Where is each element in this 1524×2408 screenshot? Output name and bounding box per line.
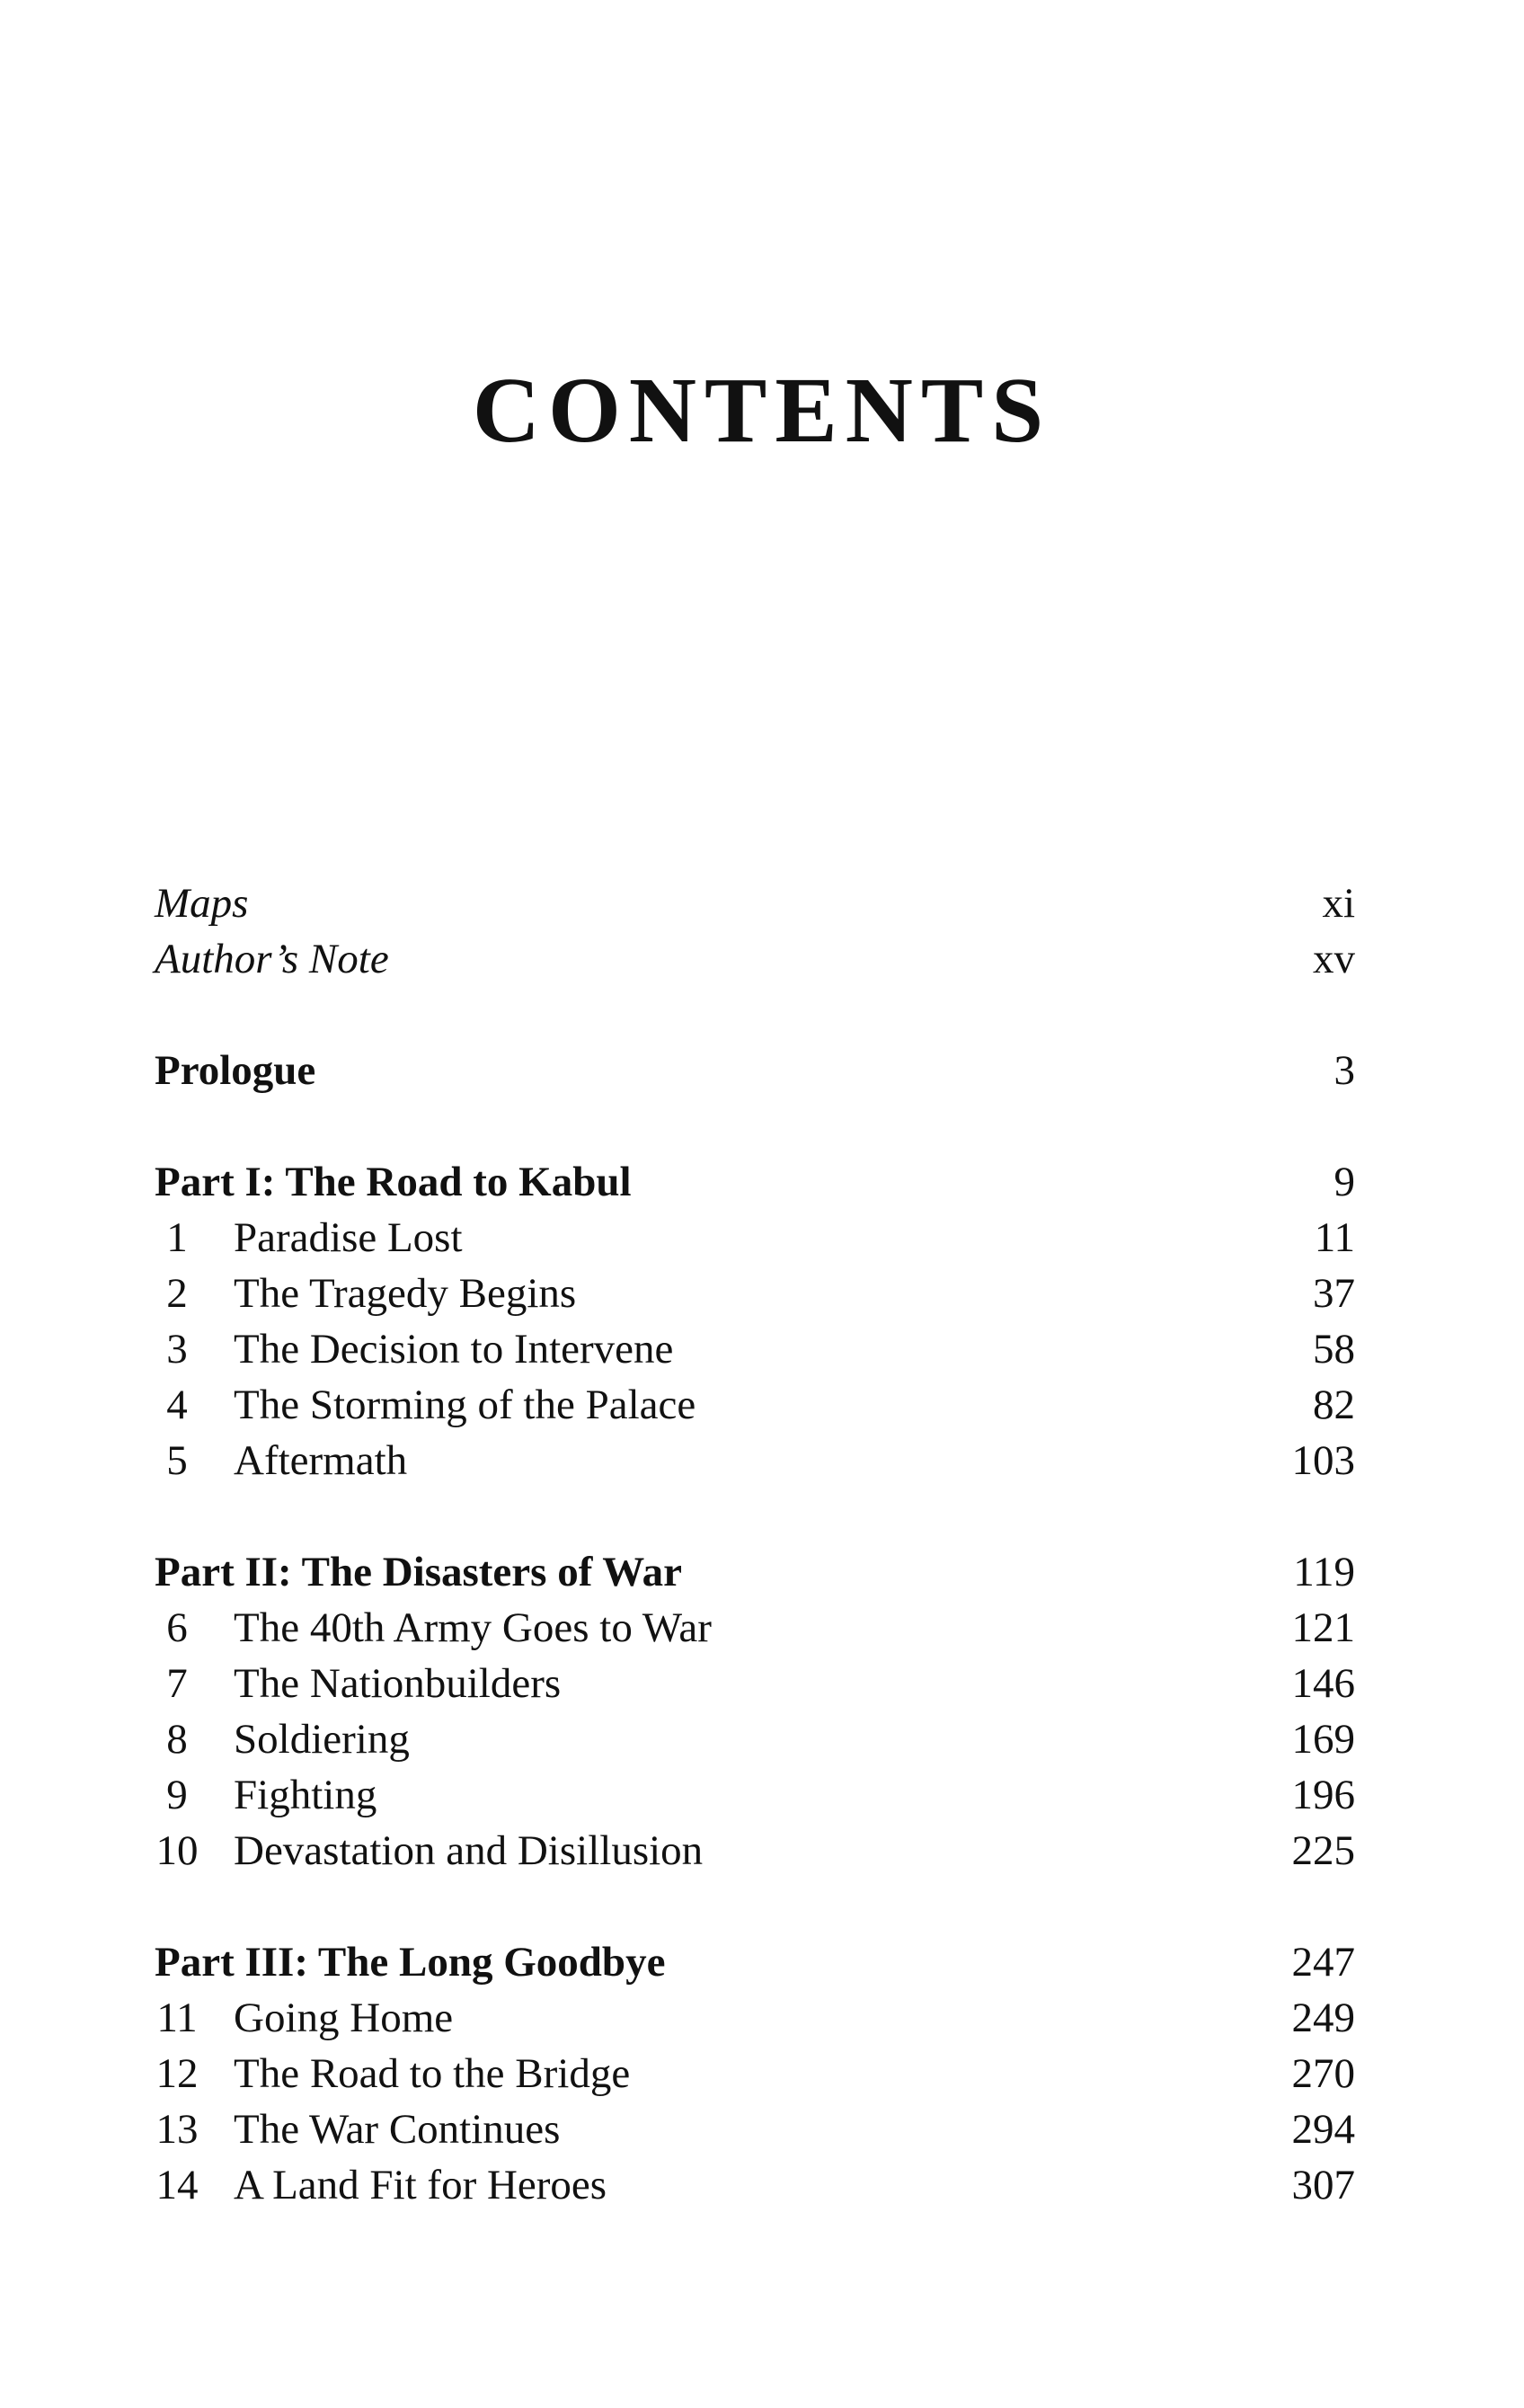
- entry-page-number: 249: [1291, 1995, 1355, 2041]
- toc-chapter-entry[interactable]: [155, 1767, 1355, 1823]
- chapter-number: 12: [155, 2050, 199, 2097]
- chapter-title: Aftermath: [234, 1437, 408, 1484]
- toc-entry-authors-note[interactable]: [155, 931, 1355, 987]
- page-title: CONTENTS: [472, 359, 1052, 462]
- chapter-number: 11: [156, 1995, 198, 2041]
- toc-chapter-entry[interactable]: [155, 2157, 1355, 2213]
- entry-page-number: 9: [1334, 1159, 1355, 1205]
- chapter-number: 9: [166, 1772, 188, 1818]
- chapter-number: 6: [166, 1604, 188, 1651]
- chapter-title: The Decision to Intervene: [234, 1326, 674, 1373]
- chapter-title: The War Continues: [234, 2106, 561, 2153]
- toc-chapter-entry[interactable]: [155, 1266, 1355, 1321]
- chapter-title: Soldiering: [234, 1716, 410, 1763]
- toc-chapter-entry[interactable]: [155, 1711, 1355, 1767]
- entry-page-number: 247: [1291, 1939, 1355, 1986]
- chapter-title: The Storming of the Palace: [234, 1382, 696, 1428]
- entry-page-number: xi: [1322, 880, 1355, 927]
- part-title: Part I: The Road to Kabul: [155, 1159, 632, 1205]
- entry-page-number: 11: [1314, 1214, 1355, 1261]
- entry-title: Author’s Note: [155, 936, 389, 982]
- entry-page-number: xv: [1313, 936, 1355, 982]
- chapter-number: 10: [155, 1827, 199, 1874]
- entry-title: Maps: [155, 880, 249, 927]
- entry-page-number: 146: [1291, 1660, 1355, 1707]
- chapter-number: 3: [166, 1326, 188, 1373]
- chapter-title: The 40th Army Goes to War: [234, 1604, 712, 1651]
- chapter-number: 14: [155, 2162, 199, 2208]
- entry-page-number: 119: [1293, 1549, 1355, 1595]
- toc-chapter-entry[interactable]: [155, 2046, 1355, 2101]
- toc-chapter-entry[interactable]: [155, 1656, 1355, 1711]
- toc-chapter-entry[interactable]: [155, 1321, 1355, 1377]
- entry-page-number: 196: [1291, 1772, 1355, 1818]
- entry-page-number: 121: [1291, 1604, 1355, 1651]
- toc-entry-maps[interactable]: [155, 875, 1355, 931]
- toc-chapter-entry[interactable]: [155, 1823, 1355, 1879]
- toc-chapter-entry[interactable]: [155, 1600, 1355, 1656]
- chapter-title: Going Home: [234, 1995, 454, 2041]
- toc-part-heading[interactable]: [155, 1154, 1355, 1210]
- entry-page-number: 37: [1313, 1270, 1355, 1317]
- toc-chapter-entry[interactable]: [155, 2101, 1355, 2157]
- part-title: Part II: The Disasters of War: [155, 1549, 683, 1595]
- entry-page-number: 270: [1291, 2050, 1355, 2097]
- toc-chapter-entry[interactable]: [155, 1433, 1355, 1488]
- chapter-title: Fighting: [234, 1772, 377, 1818]
- chapter-title: The Road to the Bridge: [234, 2050, 631, 2097]
- toc-part-heading[interactable]: [155, 1934, 1355, 1990]
- entry-page-number: 58: [1313, 1326, 1355, 1373]
- chapter-number: 8: [166, 1716, 188, 1763]
- chapter-title: A Land Fit for Heroes: [234, 2162, 607, 2208]
- entry-page-number: 225: [1291, 1827, 1355, 1874]
- toc-chapter-entry[interactable]: [155, 1377, 1355, 1433]
- entry-page-number: 103: [1291, 1437, 1355, 1484]
- chapter-number: 1: [166, 1214, 188, 1261]
- part-title: Part III: The Long Goodbye: [155, 1939, 666, 1986]
- chapter-number: 2: [166, 1270, 188, 1317]
- toc-chapter-entry[interactable]: [155, 1210, 1355, 1266]
- entry-page-number: 82: [1313, 1382, 1355, 1428]
- toc-entry-prologue[interactable]: [155, 1043, 1355, 1098]
- entry-page-number: 307: [1291, 2162, 1355, 2208]
- chapter-title: Paradise Lost: [234, 1214, 463, 1261]
- entry-page-number: 169: [1291, 1716, 1355, 1763]
- chapter-number: 13: [155, 2106, 199, 2153]
- toc-part-heading[interactable]: [155, 1544, 1355, 1600]
- chapter-number: 5: [166, 1437, 188, 1484]
- chapter-title: The Nationbuilders: [234, 1660, 562, 1707]
- toc-chapter-entry[interactable]: [155, 1990, 1355, 2046]
- entry-page-number: 294: [1291, 2106, 1355, 2153]
- chapter-number: 4: [166, 1382, 188, 1428]
- chapter-title: Devastation and Disillusion: [234, 1827, 704, 1874]
- chapter-number: 7: [166, 1660, 188, 1707]
- entry-title: Prologue: [155, 1047, 316, 1094]
- chapter-title: The Tragedy Begins: [234, 1270, 577, 1317]
- entry-page-number: 3: [1334, 1047, 1355, 1094]
